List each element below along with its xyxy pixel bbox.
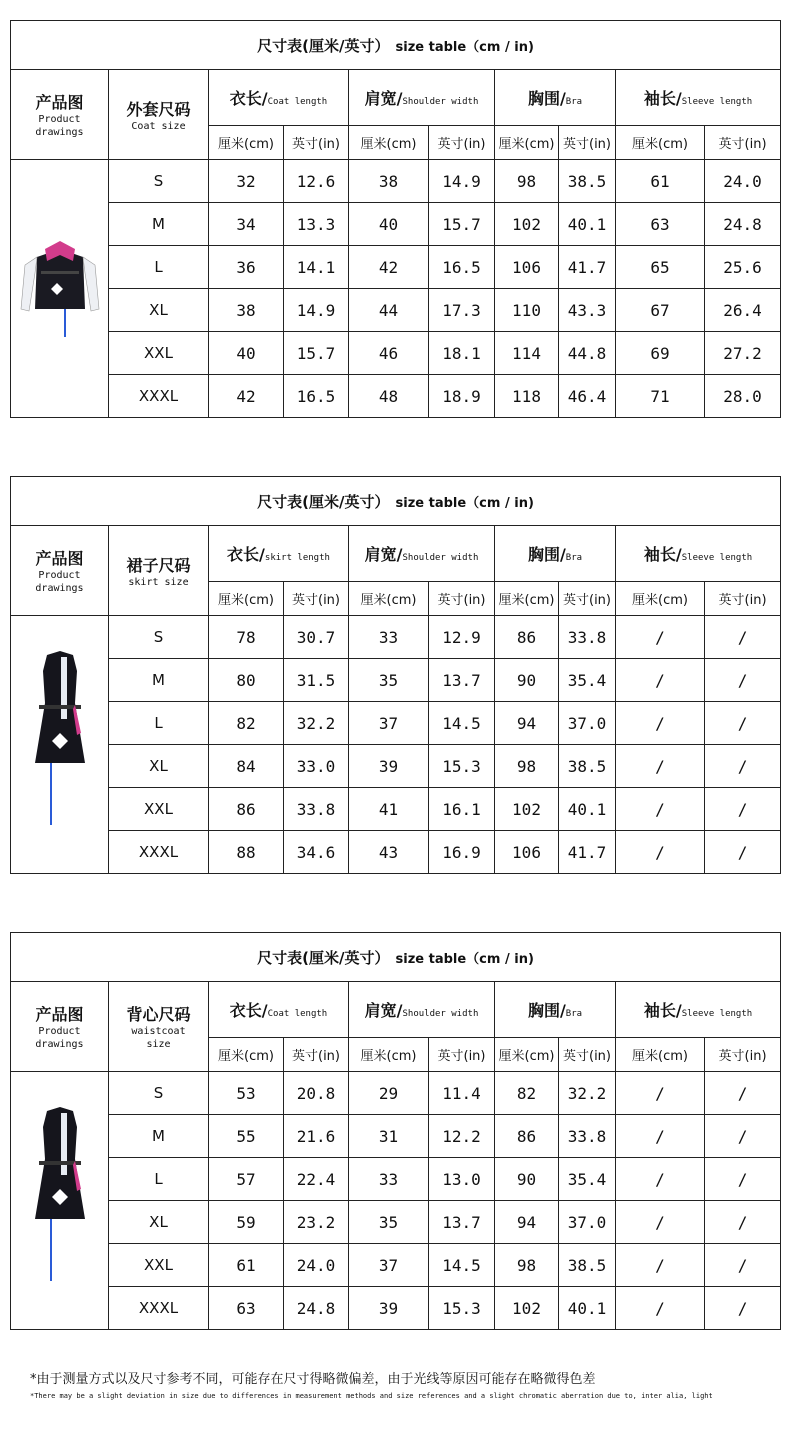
unit-in: 英寸(in) [705,126,781,160]
size-label: XL [109,1201,209,1244]
measure-cell: 38.5 [559,160,616,203]
measure-cell: 24.8 [705,203,781,246]
measure-cell: 94 [495,702,559,745]
unit-in: 英寸(in) [559,126,616,160]
unit-in: 英寸(in) [284,126,349,160]
measure-cell: 14.9 [429,160,495,203]
product-image-cell [11,616,109,874]
shoulder-header: 肩宽/Shoulder width [349,982,495,1038]
measure-cell: 61 [616,160,705,203]
measure-cell: 98 [495,160,559,203]
measure-cell: 102 [495,1287,559,1330]
table-row [11,203,781,246]
measure-cell: 94 [495,1201,559,1244]
measure-cell: 78 [209,616,284,659]
measure-cell: 16.5 [284,375,349,418]
measure-cell: 33.8 [284,788,349,831]
product-image-cell [11,160,109,418]
measure-cell: 14.1 [284,246,349,289]
measure-cell: 110 [495,289,559,332]
measure-cell: / [616,1287,705,1330]
unit-cm: 厘米(cm) [495,126,559,160]
table-row [11,1201,781,1244]
measure-cell: 33.8 [559,1115,616,1158]
measure-cell: 17.3 [429,289,495,332]
table-title: 尺寸表(厘米/英寸） size table（cm / in) [11,21,781,70]
sleeve-header: 袖长/Sleeve length [616,526,781,582]
product-image-cell [11,1072,109,1330]
measure-cell: 38 [209,289,284,332]
measure-cell: / [705,702,781,745]
measure-cell: 41.7 [559,246,616,289]
bust-header: 胸围/Bra [495,526,616,582]
table-row [11,160,781,203]
unit-in: 英寸(in) [705,1038,781,1072]
measure-cell: 16.9 [429,831,495,874]
bust-header: 胸围/Bra [495,70,616,126]
size-label: L [109,246,209,289]
table-row [11,1244,781,1287]
measure-cell: 37 [349,702,429,745]
measure-cell: 40 [349,203,429,246]
measure-cell: 39 [349,745,429,788]
sleeve-header: 袖长/Sleeve length [616,982,781,1038]
measure-cell: / [705,745,781,788]
table-row [11,702,781,745]
size-label: XXXL [109,1287,209,1330]
measure-cell: / [705,1201,781,1244]
measure-cell: 15.3 [429,745,495,788]
measure-cell: 33 [349,1158,429,1201]
measure-cell: 14.5 [429,1244,495,1287]
table-title: 尺寸表(厘米/英寸） size table（cm / in) [11,477,781,526]
measure-cell: 32 [209,160,284,203]
measure-cell: 57 [209,1158,284,1201]
measure-cell: 13.7 [429,659,495,702]
sleeve-header: 袖长/Sleeve length [616,70,781,126]
unit-cm: 厘米(cm) [616,582,705,616]
measure-cell: 18.9 [429,375,495,418]
size-label: XXXL [109,831,209,874]
measure-cell: / [616,788,705,831]
measure-cell: 65 [616,246,705,289]
unit-in: 英寸(in) [705,582,781,616]
measure-cell: / [616,745,705,788]
shoulder-header: 肩宽/Shoulder width [349,70,495,126]
measure-cell: 41 [349,788,429,831]
unit-cm: 厘米(cm) [209,1038,284,1072]
unit-cm: 厘米(cm) [349,1038,429,1072]
measure-cell: 118 [495,375,559,418]
measure-cell: 84 [209,745,284,788]
measure-cell: 90 [495,1158,559,1201]
measure-cell: 44 [349,289,429,332]
measure-cell: 37 [349,1244,429,1287]
measure-cell: 37.0 [559,1201,616,1244]
unit-in: 英寸(in) [429,126,495,160]
measure-cell: 40.1 [559,788,616,831]
measure-cell: 18.1 [429,332,495,375]
measure-cell: / [705,788,781,831]
size-label: S [109,160,209,203]
measure-cell: 27.2 [705,332,781,375]
product-header: 产品图 Product drawings [11,526,109,616]
length-header: 衣长/Coat length [209,70,349,126]
measure-cell: 106 [495,246,559,289]
table-row [11,659,781,702]
measure-cell: 16.5 [429,246,495,289]
measure-cell: 35.4 [559,659,616,702]
measure-cell: 38.5 [559,745,616,788]
measure-cell: 23.2 [284,1201,349,1244]
measure-cell: 22.4 [284,1158,349,1201]
measure-cell: 69 [616,332,705,375]
measure-cell: 13.3 [284,203,349,246]
length-header: 衣长/Coat length [209,982,349,1038]
measure-cell: / [705,1244,781,1287]
unit-cm: 厘米(cm) [349,582,429,616]
measure-cell: 11.4 [429,1072,495,1115]
measure-cell: 71 [616,375,705,418]
size-label: M [109,203,209,246]
measure-cell: 12.6 [284,160,349,203]
measure-cell: 46.4 [559,375,616,418]
measure-cell: 88 [209,831,284,874]
measure-cell: 46 [349,332,429,375]
measure-cell: 53 [209,1072,284,1115]
length-header: 衣长/skirt length [209,526,349,582]
measure-cell: 20.8 [284,1072,349,1115]
measure-cell: 67 [616,289,705,332]
measure-cell: 32.2 [559,1072,616,1115]
unit-in: 英寸(in) [559,1038,616,1072]
measure-cell: 12.2 [429,1115,495,1158]
measure-cell: 31.5 [284,659,349,702]
measure-cell: / [616,702,705,745]
size-label: XXL [109,788,209,831]
table-row [11,1158,781,1201]
measure-cell: 36 [209,246,284,289]
measure-cell: 14.9 [284,289,349,332]
table-row [11,246,781,289]
measure-cell: 28.0 [705,375,781,418]
size-label: XXL [109,1244,209,1287]
measure-cell: 31 [349,1115,429,1158]
size-label: S [109,616,209,659]
measure-cell: 25.6 [705,246,781,289]
unit-in: 英寸(in) [429,582,495,616]
measure-cell: 86 [495,1115,559,1158]
size-table-0 [10,20,781,418]
measure-cell: 63 [209,1287,284,1330]
measure-cell: 35 [349,1201,429,1244]
table-row [11,1115,781,1158]
measure-cell: 42 [209,375,284,418]
measure-cell: 21.6 [284,1115,349,1158]
measure-cell: 98 [495,745,559,788]
measure-cell: 15.3 [429,1287,495,1330]
measure-cell: 33.0 [284,745,349,788]
unit-cm: 厘米(cm) [616,126,705,160]
table-row [11,289,781,332]
table-row [11,1287,781,1330]
measure-cell: 40 [209,332,284,375]
size-label: XL [109,745,209,788]
table-row [11,332,781,375]
table-row [11,616,781,659]
size-label: XXL [109,332,209,375]
unit-in: 英寸(in) [429,1038,495,1072]
measure-cell: 90 [495,659,559,702]
measure-cell: / [616,1115,705,1158]
measure-cell: 34 [209,203,284,246]
dress-product-image [15,643,105,843]
measure-cell: 98 [495,1244,559,1287]
measure-cell: 33 [349,616,429,659]
table-row [11,788,781,831]
measure-cell: 43.3 [559,289,616,332]
measure-cell: 38 [349,160,429,203]
measure-cell: 82 [209,702,284,745]
measure-cell: 59 [209,1201,284,1244]
table-row [11,1072,781,1115]
measure-cell: 30.7 [284,616,349,659]
coat-product-image [15,227,105,347]
table-row [11,831,781,874]
measure-cell: 82 [495,1072,559,1115]
measure-cell: / [705,1072,781,1115]
size-label: L [109,702,209,745]
bust-header: 胸围/Bra [495,982,616,1038]
size-header: 裙子尺码 skirt size [109,526,209,616]
measure-cell: 32.2 [284,702,349,745]
measure-cell: 33.8 [559,616,616,659]
measure-cell: 44.8 [559,332,616,375]
measure-cell: / [705,1158,781,1201]
measure-cell: 40.1 [559,203,616,246]
unit-in: 英寸(in) [284,1038,349,1072]
measure-cell: 12.9 [429,616,495,659]
measure-cell: 13.7 [429,1201,495,1244]
measure-cell: 26.4 [705,289,781,332]
measure-cell: 38.5 [559,1244,616,1287]
measure-cell: 34.6 [284,831,349,874]
measure-cell: / [616,1158,705,1201]
measure-cell: 13.0 [429,1158,495,1201]
measure-cell: / [705,831,781,874]
size-label: XL [109,289,209,332]
measure-cell: 102 [495,203,559,246]
measure-cell: 41.7 [559,831,616,874]
measure-cell: 106 [495,831,559,874]
measure-cell: / [705,616,781,659]
measure-cell: / [616,1201,705,1244]
measure-cell: 102 [495,788,559,831]
unit-cm: 厘米(cm) [209,126,284,160]
measure-cell: 37.0 [559,702,616,745]
measure-cell: / [616,1244,705,1287]
unit-cm: 厘米(cm) [495,1038,559,1072]
measure-cell: 15.7 [429,203,495,246]
measure-cell: 24.0 [705,160,781,203]
product-header: 产品图 Product drawings [11,982,109,1072]
size-table-2 [10,932,781,1330]
measure-cell: 35.4 [559,1158,616,1201]
measure-cell: 24.8 [284,1287,349,1330]
table-row [11,745,781,788]
product-header: 产品图 Product drawings [11,70,109,160]
measure-cell: 48 [349,375,429,418]
measure-cell: 80 [209,659,284,702]
measure-cell: 43 [349,831,429,874]
measure-cell: / [616,616,705,659]
measure-cell: / [705,1287,781,1330]
unit-in: 英寸(in) [284,582,349,616]
measure-cell: 16.1 [429,788,495,831]
table-row [11,375,781,418]
size-header: 外套尺码 Coat size [109,70,209,160]
measure-cell: 40.1 [559,1287,616,1330]
measure-cell: 42 [349,246,429,289]
measure-cell: 35 [349,659,429,702]
size-label: M [109,659,209,702]
table-title: 尺寸表(厘米/英寸） size table（cm / in) [11,933,781,982]
shoulder-header: 肩宽/Shoulder width [349,526,495,582]
measure-cell: 24.0 [284,1244,349,1287]
size-label: M [109,1115,209,1158]
footer-note-cn: *由于测量方式以及尺寸参考不同，可能存在尺寸得略微偏差，由于光线等原因可能存在略微得色差 [30,1372,596,1387]
measure-cell: 55 [209,1115,284,1158]
measure-cell: 61 [209,1244,284,1287]
measure-cell: / [705,659,781,702]
unit-cm: 厘米(cm) [349,126,429,160]
unit-cm: 厘米(cm) [616,1038,705,1072]
measure-cell: 29 [349,1072,429,1115]
size-header: 背心尺码 waistcoat size [109,982,209,1072]
footer-note-en: *There may be a slight deviation in size due to differences in measurement methods and size references and a slight chromatic aberration due to, inter alia, light [30,1392,713,1400]
measure-cell: / [616,831,705,874]
dress-product-image [15,1099,105,1299]
size-label: S [109,1072,209,1115]
measure-cell: 86 [495,616,559,659]
measure-cell: 39 [349,1287,429,1330]
measure-cell: 86 [209,788,284,831]
size-label: L [109,1158,209,1201]
measure-cell: 63 [616,203,705,246]
unit-cm: 厘米(cm) [209,582,284,616]
measure-cell: 14.5 [429,702,495,745]
size-label: XXXL [109,375,209,418]
measure-cell: 15.7 [284,332,349,375]
measure-cell: 114 [495,332,559,375]
measure-cell: / [616,1072,705,1115]
size-table-1 [10,476,781,874]
measure-cell: / [705,1115,781,1158]
measure-cell: / [616,659,705,702]
unit-in: 英寸(in) [559,582,616,616]
unit-cm: 厘米(cm) [495,582,559,616]
